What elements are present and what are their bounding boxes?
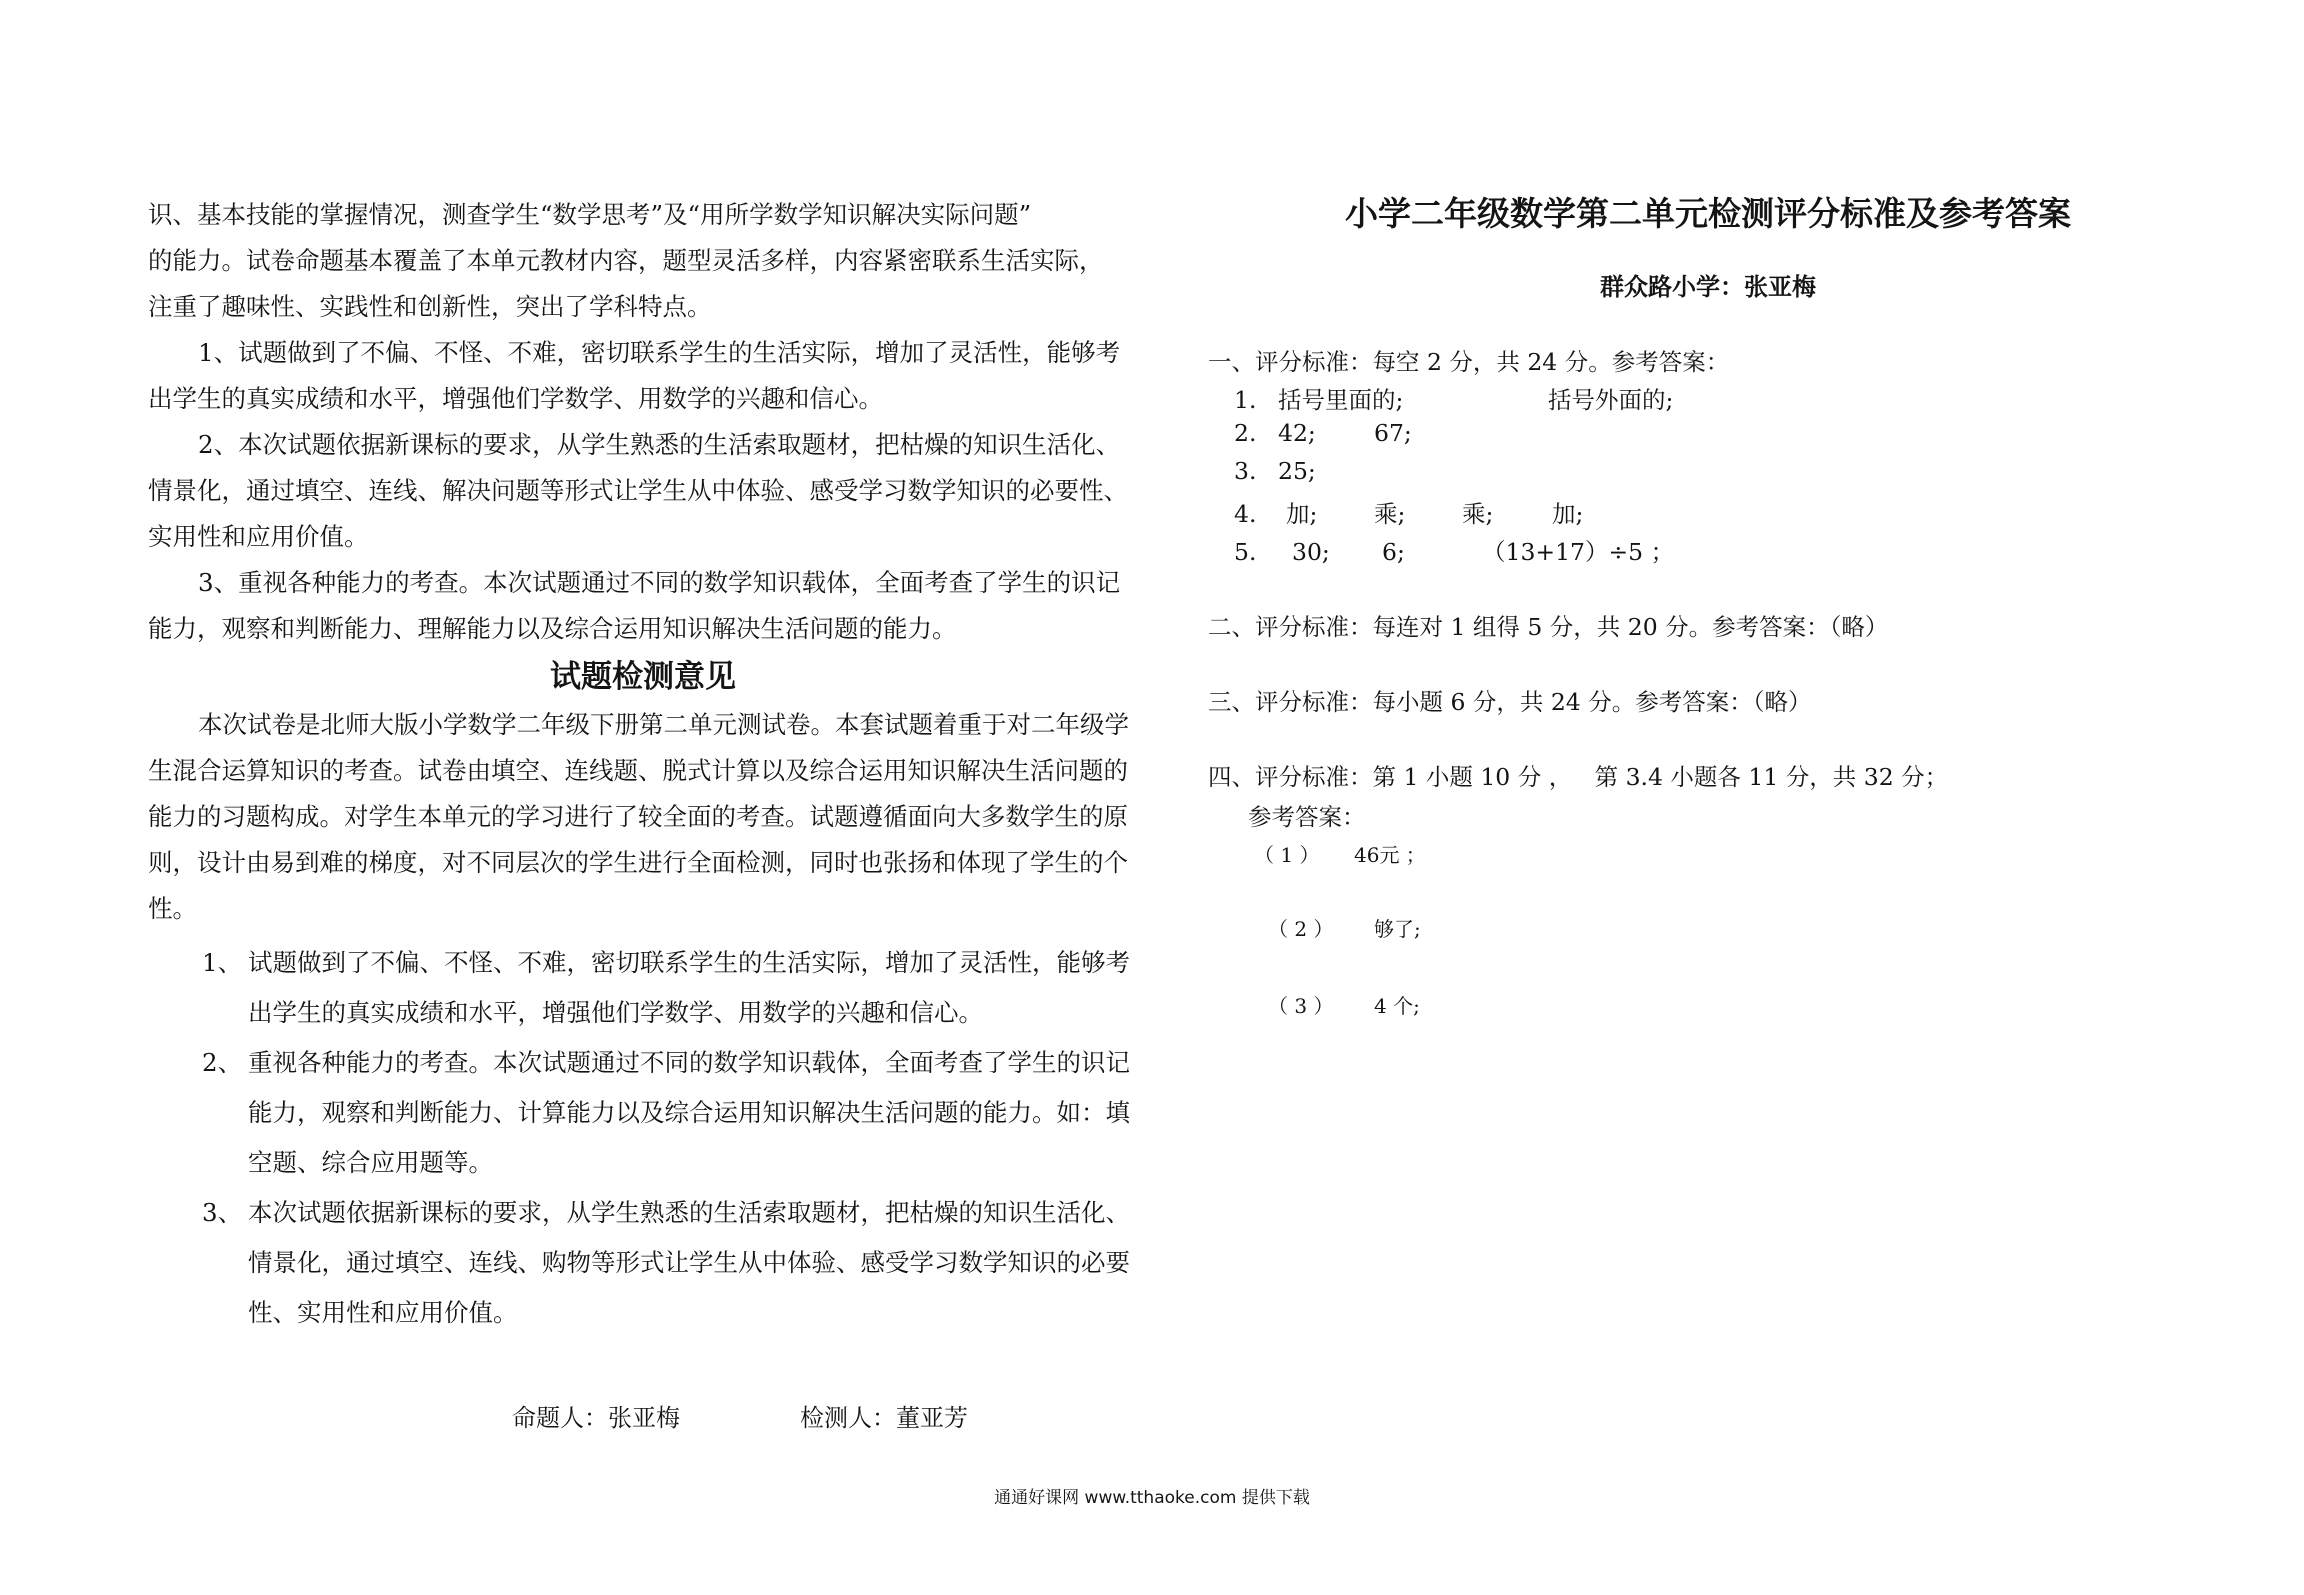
word-problem-3-text: 4 个; bbox=[1374, 994, 1420, 1018]
point-a-2: 2、本次试题依据新课标的要求，从学生熟悉的生活索取题材，把枯燥的知识生活化、情景化，通过填空、连线、解决问题等形式让学生从中体验、感受学习数学知识的必要性、实用性和应用价值。 bbox=[148, 430, 1128, 551]
answer-5-c: （13+17）÷5 ； bbox=[1482, 538, 1675, 566]
point-b-2-num: 2、 bbox=[202, 1048, 243, 1077]
answer-4 bbox=[1234, 495, 1583, 529]
answer-4-b: 乘; bbox=[1374, 500, 1406, 528]
point-b-2 bbox=[148, 1038, 1138, 1188]
answer-1 bbox=[1234, 381, 1673, 415]
answer-4-d: 加; bbox=[1552, 500, 1584, 528]
section-1-standard: 一、评分标准：每空 2 分，共 24 分。参考答案： bbox=[1208, 348, 1730, 376]
answer-5 bbox=[1234, 533, 1674, 567]
answer-5-a: 30; bbox=[1292, 538, 1330, 566]
reference-answer-label: 参考答案： bbox=[1248, 803, 1366, 831]
answer-5-b: 6; bbox=[1382, 538, 1405, 566]
answer-2 bbox=[1234, 419, 1412, 447]
answer-5-num: 5. bbox=[1234, 538, 1257, 566]
section-2-standard: 二、评分标准：每连对 1 组得 5 分，共 20 分。参考答案：（略） bbox=[1208, 613, 1889, 641]
point-b-3 bbox=[148, 1188, 1138, 1338]
intro-line-2: 的能力。试卷命题基本覆盖了本单元教材内容，题型灵活多样，内容紧密联系生活实际， bbox=[148, 246, 1104, 275]
section-3-standard: 三、评分标准：每小题 6 分，共 24 分。参考答案：（略） bbox=[1208, 688, 1812, 716]
answer-2-b: 67; bbox=[1374, 419, 1412, 447]
author-signature: 命题人：张亚梅 bbox=[512, 1404, 680, 1432]
word-problem-1-num: （ 1 ） bbox=[1254, 843, 1320, 867]
answer-1-a: 括号里面的; bbox=[1278, 386, 1404, 414]
answer-2-a: 42; bbox=[1278, 419, 1316, 447]
word-problem-answer-1 bbox=[1254, 839, 1426, 868]
section-4-standard: 四、评分标准：第 1 小题 10 分 ， 第 3.4 小题各 11 分，共 32 分； bbox=[1208, 763, 1949, 791]
answer-4-a: 加; bbox=[1286, 500, 1318, 528]
answer-3-num: 3. bbox=[1234, 457, 1257, 485]
answer-1-num: 1. bbox=[1234, 386, 1257, 414]
point-a-3: 3、重视各种能力的考查。本次试题通过不同的数学知识载体，全面考查了学生的识记能力，观察和判断能力、理解能力以及综合运用知识解决生活问题的能力。 bbox=[148, 568, 1121, 643]
checker-signature: 检测人：董亚芳 bbox=[800, 1404, 968, 1432]
answer-1-b: 括号外面的; bbox=[1548, 386, 1674, 414]
word-problem-2-num: （ 2 ） bbox=[1268, 917, 1334, 941]
answer-3-a: 25; bbox=[1278, 457, 1316, 485]
point-b-1 bbox=[148, 938, 1138, 1038]
word-problem-answer-2 bbox=[1268, 913, 1421, 942]
point-b-1-num: 1、 bbox=[202, 948, 243, 977]
intro-line-1: 识、基本技能的掌握情况，测查学生“数学思考”及“用所学数学知识解决实际问题” bbox=[148, 200, 1032, 229]
section-paragraph: 本次试卷是北师大版小学数学二年级下册第二单元测试卷。本套试题着重于对二年级学生混合运算知识的考查。试卷由填空、连线题、脱式计算以及综合运用知识解决生活问题的能力的习题构成。对学生本单元的学习进行了较全面的考查。试题遵循面向大多数学生的原则，设计由易到难的梯度，对不同层次的学生进行全面检测，同时也张扬和体现了学生的个性。 bbox=[148, 710, 1129, 923]
point-b-3-num: 3、 bbox=[202, 1198, 243, 1227]
word-problem-2-text: 够了; bbox=[1374, 917, 1421, 941]
word-problem-3-num: （ 3 ） bbox=[1268, 994, 1334, 1018]
word-problem-answer-3 bbox=[1268, 990, 1420, 1019]
answer-2-num: 2. bbox=[1234, 419, 1257, 447]
page-title: 小学二年级数学第二单元检测评分标准及参考答案 bbox=[1345, 194, 2071, 233]
word-problem-1-text: 46元 ； bbox=[1354, 843, 1426, 867]
intro-line-3: 注重了趣味性、实践性和创新性，突出了学科特点。 bbox=[148, 292, 712, 321]
point-b-3-text: 本次试题依据新课标的要求，从学生熟悉的生活索取题材，把枯燥的知识生活化、情景化，通过填空、连线、购物等形式让学生从中体验、感受学习数学知识的必要性、实用性和应用价值。 bbox=[248, 1198, 1130, 1327]
point-b-2-text: 重视各种能力的考查。本次试题通过不同的数学知识载体，全面考查了学生的识记能力，观察和判断能力、计算能力以及综合运用知识解决生活问题的能力。如：填空题、综合应用题等。 bbox=[248, 1048, 1130, 1177]
left-column bbox=[148, 192, 1138, 1338]
answer-4-c: 乘; bbox=[1462, 500, 1494, 528]
answer-3 bbox=[1234, 457, 1316, 485]
section-title: 试题检测意见 bbox=[550, 659, 736, 695]
point-a-1: 1、试题做到了不偏、不怪、不难，密切联系学生的生活实际，增加了灵活性，能够考出学生的真实成绩和水平，增强他们学数学、用数学的兴趣和信心。 bbox=[148, 338, 1121, 413]
point-b-1-text: 试题做到了不偏、不怪、不难，密切联系学生的生活实际，增加了灵活性，能够考出学生的真实成绩和水平，增强他们学数学、用数学的兴趣和信心。 bbox=[248, 948, 1130, 1027]
answer-4-num: 4. bbox=[1234, 500, 1257, 528]
school-author: 群众路小学：张亚梅 bbox=[1600, 273, 1816, 301]
footer-source: 通通好课网 www.tthaoke.com 提供下载 bbox=[994, 1488, 1310, 1508]
